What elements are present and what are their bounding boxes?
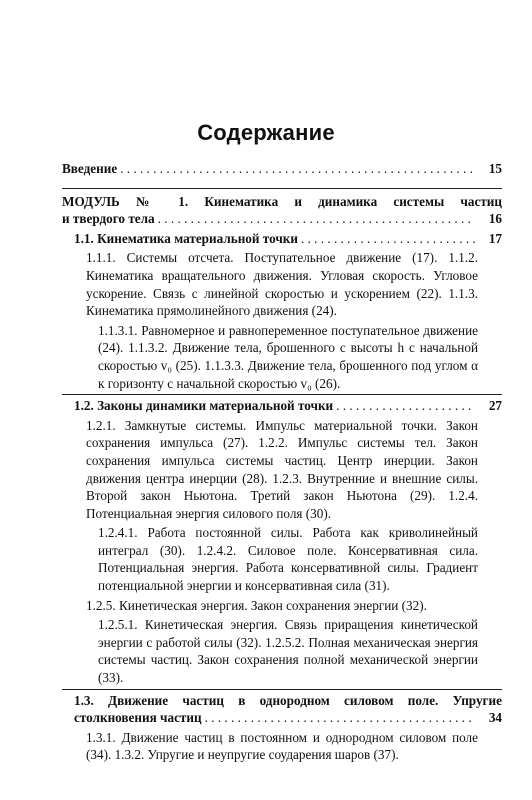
section-title-line2: столкновения частиц (74, 710, 202, 726)
dot-leader (336, 397, 475, 415)
toc-entry-label: Введение (62, 161, 118, 176)
toc-paragraph: 1.1.3.1. Равномерное и равнопеременное поступательное движение (24). 1.1.3.2. Движение тела, брошенного с высоты h с начальной скоростью v₀ (25). 1.1.3.3. Движение тела, брошенного под углом α к горизонту с начальной скоростью v₀ (26). (98, 322, 478, 391)
toc-paragraph: 1.3.1. Движение частиц в постоянном и однородном силовом поле (34). 1.3.2. Упругие и неупругие соударения шаров (37). (86, 729, 478, 763)
toc-entry-page: 15 (488, 161, 502, 176)
toc-section-1-1 (62, 230, 502, 248)
toc-entry-page: 34 (488, 710, 502, 726)
page-title: Содержание (197, 120, 335, 145)
toc-paragraph: 1.1.1. Системы отсчета. Поступательное движение (17). 1.1.2. Кинематика вращательного движения. Угловая скорость. Угловое ускорение. Связь с линейной скоростью и ускорением (22). 1.1.3. Кинематика прямолинейного движения (24). (86, 250, 478, 319)
dot-leader (301, 230, 475, 248)
toc-section-1-3 (62, 692, 502, 727)
toc-entry-module (62, 193, 502, 228)
section-title-line1: 1.3. Движение частиц в однородном силовом поле. Упругие (74, 692, 502, 708)
module-title-line1: МОДУЛЬ № 1. Кинематика и динамика системы частиц (62, 193, 502, 209)
toc-entry-page: 17 (488, 230, 502, 246)
toc-paragraph: 1.2.5. Кинетическая энергия. Закон сохранения энергии (32). (86, 597, 427, 613)
section-title: 1.1. Кинематика материальной точки (74, 230, 298, 246)
toc-paragraph: 1.2.1. Замкнутые системы. Импульс материальной точки. Закон сохранения импульса (27). 1.2.2. Импульс системы тел. Закон сохранения импульса системы частиц. Центр инерции. Закон движения центра инерции (28). 1.2.3. Внутренние и внешние силы. Второй закон Ньютона. Третий закон Ньютона (29). 1.2.4. Потенциальная энергия силового поля (30). (86, 417, 478, 521)
toc-entry-intro (62, 160, 502, 178)
toc-entry-page: 27 (488, 398, 502, 414)
toc-entry-page: 16 (488, 211, 502, 227)
divider (62, 689, 502, 690)
table-of-contents (62, 160, 502, 766)
section-title: 1.2. Законы динамики материальной точки (74, 398, 334, 414)
toc-section-1-2 (62, 397, 502, 415)
divider (62, 188, 502, 189)
divider (62, 394, 502, 395)
toc-paragraph: 1.2.4.1. Работа постоянной силы. Работа как криволинейный интеграл (30). 1.2.4.2. Силовое поле. Консервативная сила. Потенциальная энергия. Работа консервативной силы. Градиент потенциальной энергии и консервативная сила (31). (98, 525, 478, 594)
dot-leader (120, 160, 475, 178)
dot-leader (205, 709, 475, 727)
toc-paragraph: 1.2.5.1. Кинетическая энергия. Связь приращения кинетической энергии с работой силы (32). 1.2.5.2. Полная механическая энергия системы частиц. Закон сохранения полной механической энергии (33). (98, 617, 478, 686)
module-title-line2: и твердого тела (62, 211, 155, 227)
dot-leader (158, 210, 475, 228)
